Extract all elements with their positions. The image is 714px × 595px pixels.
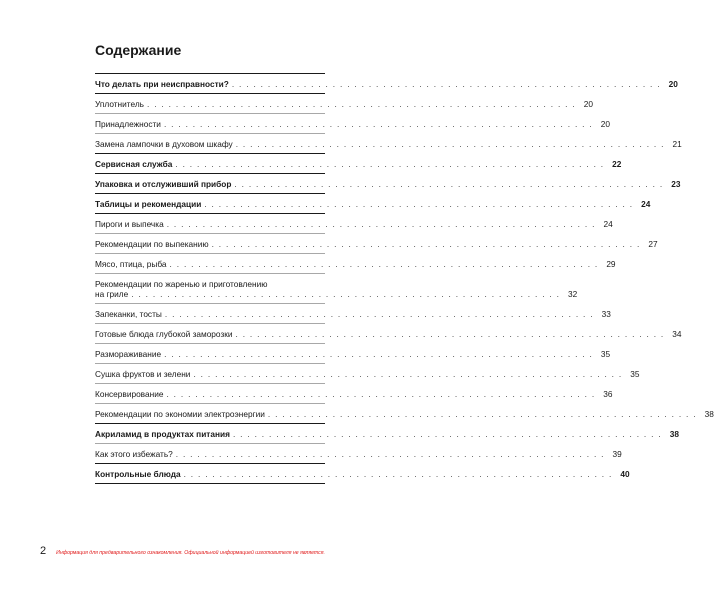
- toc-leader-dots: [164, 349, 593, 359]
- toc-entry-page: 33: [601, 309, 611, 319]
- page-title: Содержание: [95, 42, 182, 58]
- toc-entry-label: Замена лампочки в духовом шкафу: [95, 139, 233, 149]
- toc-entry-packaging-disposal[interactable]: [95, 174, 681, 194]
- toc-entry-page: 36: [603, 389, 613, 399]
- toc-entry-casseroles-toasts[interactable]: [95, 304, 611, 324]
- toc-leader-dots: [236, 139, 665, 149]
- toc-entry-label: Таблицы и рекомендации: [95, 199, 202, 209]
- toc-leader-dots: [165, 309, 594, 319]
- toc-entry-label: Готовые блюда глубокой заморозки: [95, 329, 233, 339]
- toc-entry-page: 32: [568, 289, 578, 299]
- toc-entry-cakes-pastry[interactable]: [95, 214, 613, 234]
- toc-leader-dots: [164, 119, 593, 129]
- toc-entry-page: 40: [620, 469, 630, 479]
- toc-entry-page: 39: [612, 449, 622, 459]
- toc-entry-page: 20: [668, 79, 678, 89]
- toc-entry-label: Что делать при неисправности?: [95, 79, 229, 89]
- toc-entry-label: Рекомендации по экономии электроэнергии: [95, 409, 265, 419]
- toc-entry-preserving[interactable]: [95, 384, 613, 404]
- toc-leader-dots: [170, 259, 599, 269]
- toc-entry-accessories[interactable]: [95, 114, 610, 134]
- toc-leader-dots: [184, 469, 613, 479]
- toc-entry-label: Сервисная служба: [95, 159, 173, 169]
- toc-leader-dots: [232, 79, 661, 89]
- toc-leader-dots: [236, 329, 665, 339]
- toc-entry-page: 35: [600, 349, 611, 359]
- toc-entry-label: Запеканки, тосты: [95, 309, 162, 319]
- toc-leader-dots: [131, 289, 560, 299]
- toc-entry-page: 20: [583, 99, 593, 109]
- toc-entry-label: Размораживание: [95, 349, 162, 359]
- toc-entry-test-dishes[interactable]: [95, 464, 630, 484]
- toc-entry-troubleshooting[interactable]: [95, 74, 678, 94]
- disclaimer-note: Информация для предварительного ознакомления. Официальной информацией изготовителя не является.: [56, 550, 325, 556]
- toc-entry-how-to-avoid[interactable]: [95, 444, 622, 464]
- toc-leader-dots: [176, 449, 605, 459]
- toc-entry-label: Принадлежности: [95, 119, 161, 129]
- toc-entry-service[interactable]: [95, 154, 622, 174]
- toc-entry-label-line1: Рекомендации по жаренью и приготовлению: [95, 279, 268, 289]
- toc-leader-dots: [204, 199, 633, 209]
- toc-entry-label: Рекомендации по выпеканию: [95, 239, 209, 249]
- toc-entry-label: Акриламид в продуктах питания: [95, 429, 230, 439]
- toc-entry-page: 34: [672, 329, 682, 339]
- toc-leader-dots: [233, 429, 662, 439]
- toc-entry-page: 35: [630, 369, 640, 379]
- toc-leader-dots: [268, 409, 697, 419]
- toc-entry-label: Контрольные блюда: [95, 469, 181, 479]
- table-of-contents: [95, 73, 714, 484]
- toc-entry-label: Как этого избежать?: [95, 449, 173, 459]
- toc-entry-page: 23: [671, 179, 681, 189]
- toc-entry-label: Упаковка и отслуживший прибор: [95, 179, 232, 189]
- toc-entry-label-line2: на гриле: [95, 289, 129, 299]
- page-number: 2: [40, 545, 47, 557]
- toc-entry-frozen-meals[interactable]: [95, 324, 682, 344]
- toc-entry-tables-recommendations[interactable]: [95, 194, 651, 214]
- toc-leader-dots: [147, 99, 576, 109]
- toc-entry-page: 38: [704, 409, 714, 419]
- toc-entry-page: 24: [641, 199, 651, 209]
- toc-entry-page: 22: [612, 159, 622, 169]
- toc-leader-dots: [234, 179, 663, 189]
- toc-entry-label: Пироги и выпечка: [95, 219, 164, 229]
- toc-entry-defrosting[interactable]: [95, 344, 611, 364]
- toc-entry-page: 24: [603, 219, 613, 229]
- toc-entry-page: 38: [669, 429, 679, 439]
- toc-leader-dots: [175, 159, 604, 169]
- toc-entry-page: 20: [600, 119, 610, 129]
- toc-leader-dots: [166, 389, 595, 399]
- toc-entry-label: Мясо, птица, рыба: [95, 259, 167, 269]
- toc-leader-dots: [167, 219, 596, 229]
- toc-entry-roasting-grilling-tips[interactable]: [95, 274, 578, 304]
- toc-entry-acrylamide[interactable]: [95, 424, 679, 444]
- page-footer: [40, 545, 400, 557]
- toc-entry-page: 29: [606, 259, 616, 269]
- toc-leader-dots: [193, 369, 622, 379]
- toc-entry-baking-tips[interactable]: [95, 234, 658, 254]
- toc-leader-dots: [212, 239, 641, 249]
- toc-entry-drying[interactable]: [95, 364, 640, 384]
- toc-entry-page: 27: [648, 239, 658, 249]
- toc-entry-page: 21: [672, 139, 682, 149]
- toc-entry-meat-poultry-fish[interactable]: [95, 254, 616, 274]
- toc-entry-lamp-replacement[interactable]: [95, 134, 682, 154]
- toc-entry-label: Уплотнитель: [95, 99, 144, 109]
- toc-entry-label: Сушка фруктов и зелени: [95, 369, 191, 379]
- toc-entry-energy-saving[interactable]: [95, 404, 714, 424]
- toc-entry-seal[interactable]: [95, 94, 593, 114]
- toc-entry-label: Консервирование: [95, 389, 164, 399]
